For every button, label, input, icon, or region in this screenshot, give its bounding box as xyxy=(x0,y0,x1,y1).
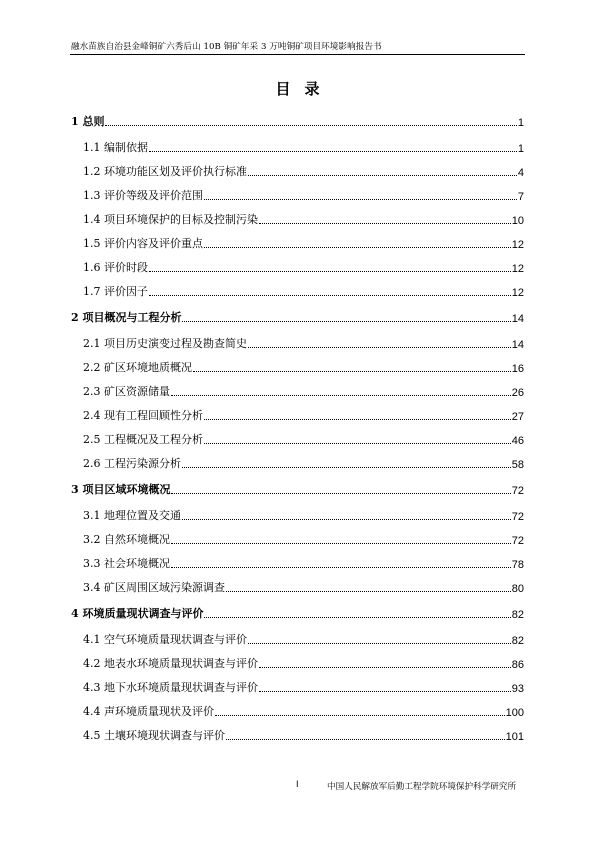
toc-entry-page: 101 xyxy=(505,731,524,743)
toc-leader-dots xyxy=(226,739,505,740)
toc-entry-label: 3.2 自然环境概况 xyxy=(83,533,170,546)
toc-leader-dots xyxy=(248,175,517,176)
toc-entry-page: 58 xyxy=(511,459,524,471)
toc-section-entry[interactable] xyxy=(83,701,524,719)
toc-entry-label: 3.3 社会环境概况 xyxy=(83,557,170,570)
header-divider xyxy=(70,54,525,55)
toc-entry-label: 1.7 评价因子 xyxy=(83,285,148,298)
toc-entry-label: 1.3 评价等级及评价范围 xyxy=(83,189,203,202)
toc-leader-dots xyxy=(149,151,517,152)
toc-entry-page: 93 xyxy=(511,683,524,695)
toc-entry-page: 86 xyxy=(511,659,524,671)
toc-leader-dots xyxy=(215,715,505,716)
toc-section-entry[interactable] xyxy=(83,137,524,155)
toc-chapter-entry[interactable] xyxy=(71,307,524,325)
toc-chapter-entry[interactable] xyxy=(71,603,524,621)
toc-leader-dots xyxy=(182,321,510,322)
toc-leader-dots xyxy=(171,567,511,568)
toc-entry-label: 3.1 地理位置及交通 xyxy=(83,509,181,522)
toc-leader-dots xyxy=(204,247,511,248)
footer-page-number: I xyxy=(296,779,299,789)
toc-leader-dots xyxy=(182,467,511,468)
toc-entry-label: 1.5 评价内容及评价重点 xyxy=(83,237,203,250)
toc-entry-page: 12 xyxy=(511,263,524,275)
toc-section-entry[interactable] xyxy=(83,357,524,375)
toc-entry-page: 78 xyxy=(511,559,524,571)
toc-entry-page: 72 xyxy=(511,535,524,547)
toc-section-entry[interactable] xyxy=(83,333,524,351)
toc-section-entry[interactable] xyxy=(83,505,524,523)
toc-entry-page: 26 xyxy=(511,387,524,399)
toc-section-entry[interactable] xyxy=(83,209,524,227)
toc-chapter-entry[interactable] xyxy=(71,111,524,129)
toc-section-entry[interactable] xyxy=(83,725,524,743)
toc-leader-dots xyxy=(182,519,511,520)
toc-entry-page: 7 xyxy=(517,191,524,203)
toc-section-entry[interactable] xyxy=(83,405,524,423)
toc-entry-page: 100 xyxy=(505,707,524,719)
toc-entry-page: 82 xyxy=(511,609,524,621)
toc-section-entry[interactable] xyxy=(83,677,524,695)
toc-entry-page: 14 xyxy=(511,313,524,325)
toc-entry-page: 10 xyxy=(511,215,524,227)
toc-entry-page: 12 xyxy=(511,287,524,299)
toc-entry-page: 80 xyxy=(511,583,524,595)
toc-entry-label: 2.5 工程概况及工程分析 xyxy=(83,433,203,446)
toc-leader-dots xyxy=(105,125,516,126)
toc-entry-page: 12 xyxy=(511,239,524,251)
toc-chapter-entry[interactable] xyxy=(71,479,524,497)
toc-entry-label: 1.4 项目环境保护的目标及控制污染 xyxy=(83,213,258,226)
toc-entry-label: 2.2 矿区环境地质概况 xyxy=(83,361,192,374)
toc-entry-label: 1 总则 xyxy=(71,115,105,128)
toc-entry-label: 4.3 地下水环境质量现状调查与评价 xyxy=(83,681,258,694)
toc-entry-label: 2 项目概况与工程分析 xyxy=(71,311,182,324)
footer-organization: 中国人民解放军后勤工程学院环境保护科学研究所 xyxy=(327,782,517,792)
toc-section-entry[interactable] xyxy=(83,429,524,447)
toc-entry-label: 4 环境质量现状调查与评价 xyxy=(71,607,204,620)
toc-entry-page: 4 xyxy=(517,167,524,179)
toc-entry-page: 14 xyxy=(511,339,524,351)
toc-leader-dots xyxy=(149,295,511,296)
toc-leader-dots xyxy=(226,591,511,592)
toc-entry-page: 1 xyxy=(517,117,524,129)
toc-section-entry[interactable] xyxy=(83,529,524,547)
toc-leader-dots xyxy=(259,223,511,224)
toc-leader-dots xyxy=(204,443,511,444)
toc-leader-dots xyxy=(248,643,511,644)
toc-section-entry[interactable] xyxy=(83,653,524,671)
toc-leader-dots xyxy=(171,493,510,494)
toc-leader-dots xyxy=(204,617,510,618)
toc-entry-label: 4.5 土壤环境现状调查与评价 xyxy=(83,729,225,742)
toc-entry-label: 4.4 声环境质量现状及评价 xyxy=(83,705,214,718)
toc-leader-dots xyxy=(193,371,511,372)
toc-entry-page: 27 xyxy=(511,411,524,423)
toc-entry-label: 4.1 空气环境质量现状调查与评价 xyxy=(83,633,247,646)
toc-entry-page: 1 xyxy=(517,143,524,155)
toc-leader-dots xyxy=(248,347,511,348)
toc-leader-dots xyxy=(204,419,511,420)
toc-section-entry[interactable] xyxy=(83,233,524,251)
toc-leader-dots xyxy=(259,667,511,668)
toc-entry-label: 3 项目区域环境概况 xyxy=(71,483,171,496)
toc-entry-label: 1.6 评价时段 xyxy=(83,261,148,274)
toc-entry-label: 2.3 矿区资源储量 xyxy=(83,385,170,398)
toc-entry-label: 2.1 项目历史演变过程及勘查简史 xyxy=(83,337,247,350)
toc-section-entry[interactable] xyxy=(83,185,524,203)
toc-entry-label: 2.4 现有工程回顾性分析 xyxy=(83,409,203,422)
toc-entry-label: 1.1 编制依据 xyxy=(83,141,148,154)
toc-section-entry[interactable] xyxy=(83,161,524,179)
toc-leader-dots xyxy=(171,395,511,396)
toc-section-entry[interactable] xyxy=(83,577,524,595)
toc-entry-label: 2.6 工程污染源分析 xyxy=(83,457,181,470)
toc-entry-page: 72 xyxy=(511,511,524,523)
toc-section-entry[interactable] xyxy=(83,257,524,275)
toc-leader-dots xyxy=(171,543,511,544)
toc-entry-label: 4.2 地表水环境质量现状调查与评价 xyxy=(83,657,258,670)
toc-leader-dots xyxy=(204,199,517,200)
toc-leader-dots xyxy=(149,271,511,272)
toc-section-entry[interactable] xyxy=(83,381,524,399)
toc-entry-page: 16 xyxy=(511,363,524,375)
toc-section-entry[interactable] xyxy=(83,453,524,471)
toc-leader-dots xyxy=(259,691,511,692)
toc-section-entry[interactable] xyxy=(83,281,524,299)
toc-entry-label: 1.2 环境功能区划及评价执行标准 xyxy=(83,165,247,178)
toc-section-entry[interactable] xyxy=(83,553,524,571)
toc-entry-label: 3.4 矿区周围区域污染源调查 xyxy=(83,581,225,594)
toc-entry-page: 72 xyxy=(511,485,524,497)
running-header: 融水苗族自治县金峰铜矿六秀后山 10B 铜矿年采 3 万吨铜矿项目环境影响报告书 xyxy=(71,42,382,52)
toc-entry-page: 82 xyxy=(511,635,524,647)
toc-section-entry[interactable] xyxy=(83,629,524,647)
toc-title: 目录 xyxy=(275,80,334,98)
toc-entry-page: 46 xyxy=(511,435,524,447)
